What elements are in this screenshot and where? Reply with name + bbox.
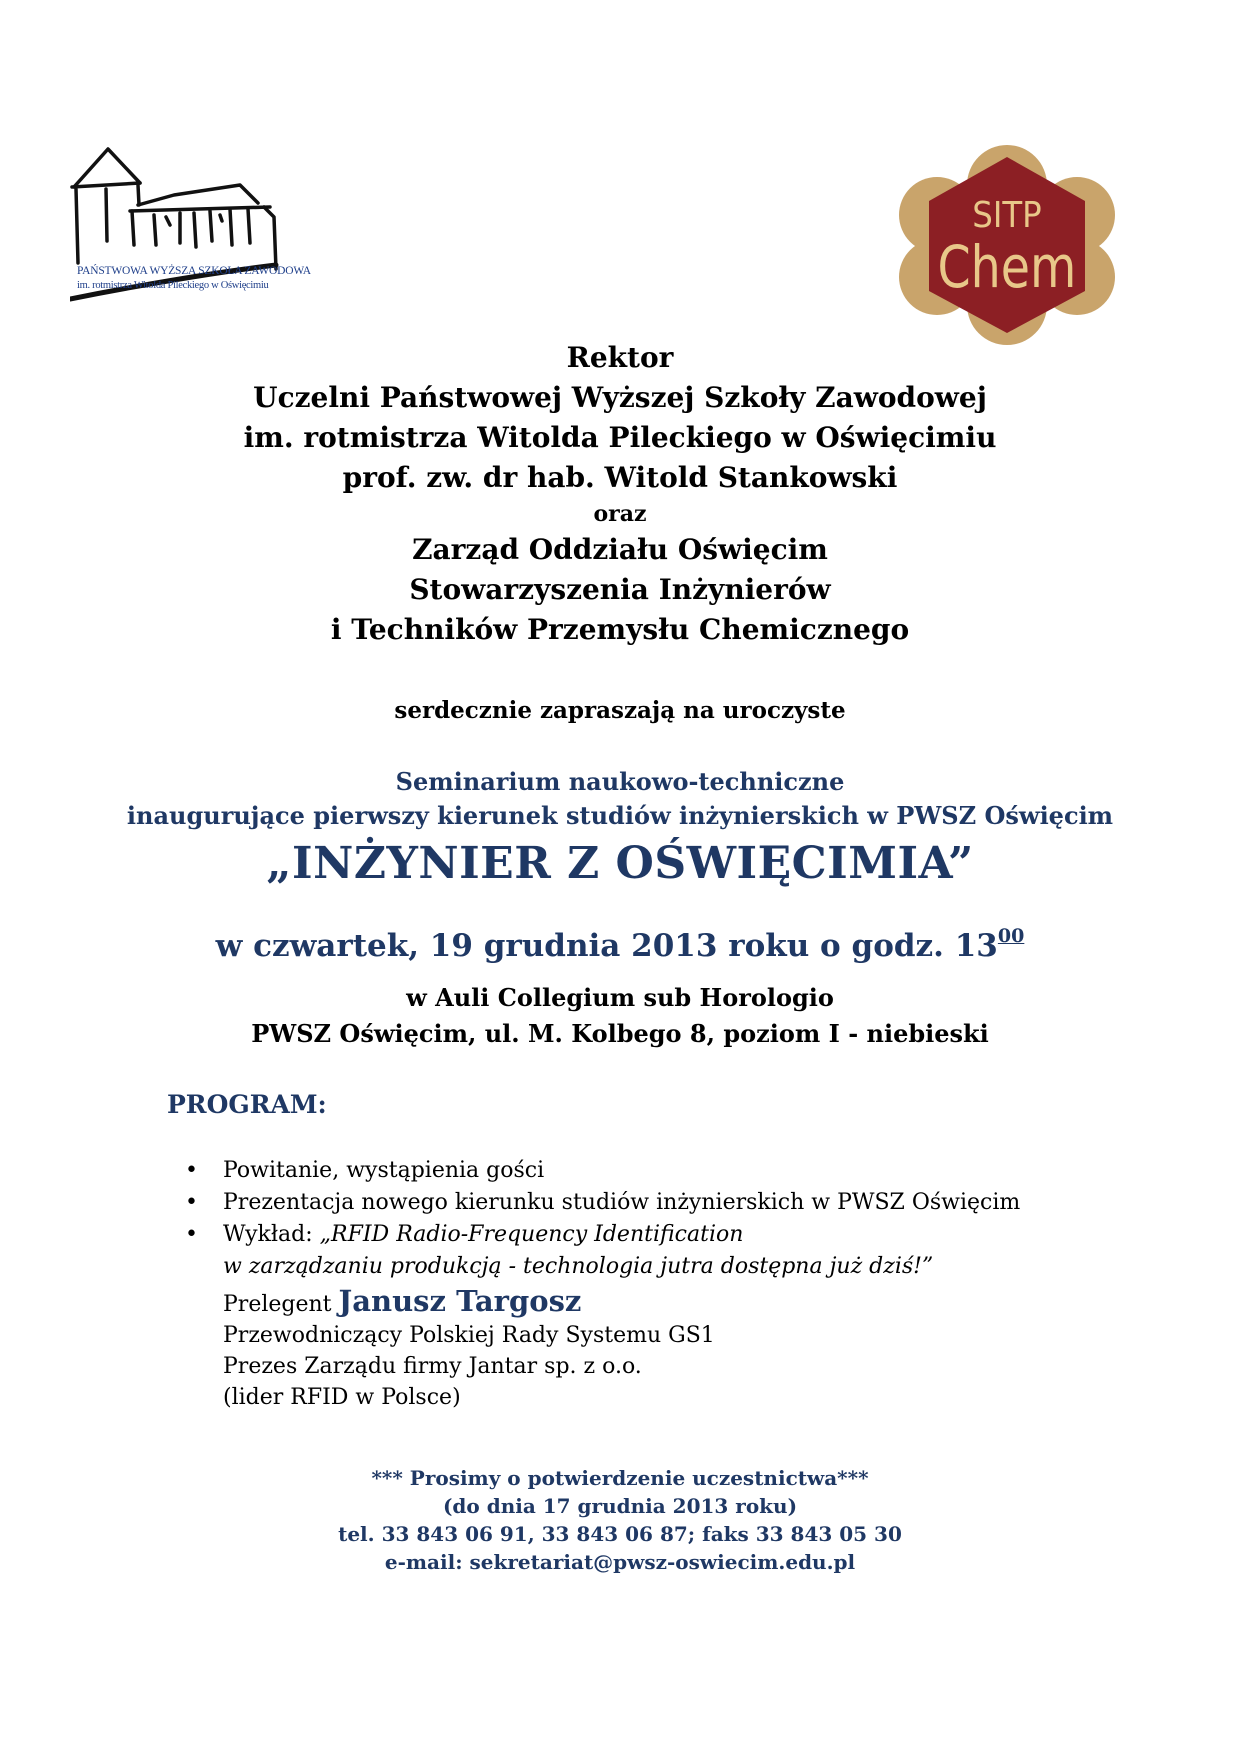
bullet-icon: • — [185, 1190, 198, 1215]
rsvp-line1: *** Prosimy o potwierdzenie uczestnictwa*** — [371, 1466, 869, 1490]
header-line-association-2: i Techników Przemysłu Chemicznego — [330, 613, 910, 646]
logo-sitp-text: SITP — [972, 195, 1042, 236]
program-list — [185, 1155, 1165, 1413]
castle-icon — [70, 145, 320, 340]
seminar-title: „INŻYNIER Z OŚWIĘCIMIA” — [266, 838, 974, 889]
university-logo-line1: PAŃSTWOWA WYŻSZA SZKOŁA ZAWODOWA — [77, 265, 311, 277]
sitp-chem-emblem-icon — [895, 145, 1120, 345]
rsvp-email: e-mail: sekretariat@pwsz-oswiecim.edu.pl — [384, 1550, 856, 1574]
seminar-block — [0, 765, 1240, 833]
rsvp-footer — [0, 1464, 1240, 1576]
speaker-line — [185, 1286, 1165, 1320]
lecture-title-line2: w zarządzaniu produkcją - technologia jutra dostępna już dziś!” — [223, 1254, 934, 1279]
header-line-association: Stowarzyszenia Inżynierów — [409, 573, 831, 606]
rsvp-deadline: (do dnia 17 grudnia 2013 roku) — [442, 1494, 798, 1518]
header — [0, 338, 1240, 650]
seminar-line2: inaugurujące pierwszy kierunek studiów inżynierskich w PWSZ Oświęcim — [126, 801, 1114, 830]
logo-chem-text: Chem — [937, 233, 1077, 302]
venue-block — [0, 980, 1240, 1052]
program-heading: PROGRAM: — [167, 1090, 327, 1119]
sitp-chem-logo — [895, 145, 1120, 345]
speaker-detail: (lider RFID w Polsce) — [223, 1385, 461, 1410]
header-line-patron: im. rotmistrza Witolda Pileckiego w Oświęcimiu — [243, 421, 997, 454]
lecture-title-line1: „RFID Radio-Frequency Identification — [319, 1222, 744, 1247]
bullet-icon: • — [185, 1222, 198, 1247]
university-logo-line2: im. rotmistrza Witolda Pileckiego w Oświęcimiu — [77, 280, 269, 291]
list-item — [185, 1155, 1165, 1187]
venue-line1: w Auli Collegium sub Horologio — [406, 983, 834, 1012]
list-item — [185, 1187, 1165, 1219]
lecture-prefix: Wykład: — [223, 1222, 320, 1247]
speaker-detail: Przewodniczący Polskiej Rady Systemu GS1 — [223, 1323, 715, 1348]
venue-line2: PWSZ Oświęcim, ul. M. Kolbego 8, poziom I - niebieski — [251, 1019, 989, 1048]
seminar-date-minutes: 00 — [997, 925, 1025, 947]
speaker-prefix: Prelegent — [223, 1292, 339, 1317]
seminar-date — [0, 925, 1240, 964]
bullet-icon: • — [185, 1158, 198, 1183]
rsvp-phone: tel. 33 843 06 91, 33 843 06 87; faks 33 843 05 30 — [338, 1522, 902, 1546]
header-line-board: Zarząd Oddziału Oświęcim — [412, 533, 828, 566]
header-conjunction: oraz — [593, 501, 647, 527]
program-item-text: Powitanie, wystąpienia gości — [223, 1158, 545, 1183]
seminar-date-main: w czwartek, 19 grudnia 2013 roku o godz. 13 — [215, 928, 998, 964]
seminar-line1: Seminarium naukowo-techniczne — [395, 767, 845, 796]
pwsz-logo — [70, 145, 320, 340]
speaker-detail: Prezes Zarządu firmy Jantar sp. z o.o. — [223, 1354, 642, 1379]
header-line-university: Uczelni Państwowej Wyższej Szkoły Zawodowej — [253, 381, 987, 414]
list-item — [185, 1219, 1165, 1251]
invitation-text: serdecznie zapraszają na uroczyste — [394, 697, 846, 724]
program-item-text: Prezentacja nowego kierunku studiów inżynierskich w PWSZ Oświęcim — [223, 1190, 1021, 1215]
header-line-rector-name: prof. zw. dr hab. Witold Stankowski — [342, 461, 898, 494]
speaker-name: Janusz Targosz — [338, 1284, 582, 1318]
header-line-rektor: Rektor — [566, 341, 674, 374]
